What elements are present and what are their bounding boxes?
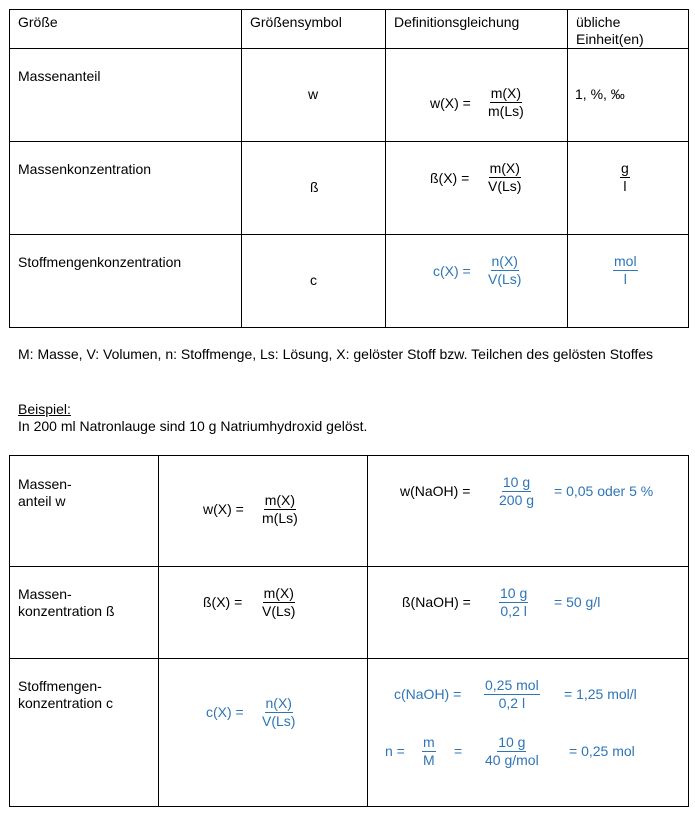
example-heading: Beispiel: <box>18 401 71 417</box>
row-massenanteil-symbol: w <box>242 49 386 142</box>
fraction: $\frac{m(X)}{m(Ls)}$ <box>262 492 298 526</box>
row-stoffmengenkonzentration-unit <box>568 235 689 328</box>
fraction: $\frac{n(X)}{V(Ls)}$ <box>262 695 296 729</box>
row-massenkonzentration-unit <box>568 142 689 235</box>
header-groessensymbol: Größensymbol <box>242 10 386 49</box>
example-massenanteil-name: Massen-anteil w <box>10 456 159 567</box>
header-einheit: übliche Einheit(en) <box>568 10 689 49</box>
fraction: $\frac{10 g}{0,2 l}$ <box>500 585 528 619</box>
unit-fraction: $\frac{g}{l}$ <box>621 160 629 194</box>
fraction: 10 g 40 g/mol <box>485 734 539 768</box>
row-massenkonzentration-equation: ß(X) = $\frac{m(X)}{V(Ls)}$ <box>386 142 568 235</box>
example-text: In 200 ml Natronlauge sind 10 g Natriumhydroxid gelöst. <box>18 418 368 434</box>
example-massenkonzentration-calc: ß(NaOH) = $\frac{10 g}{0,2 l}$ = 50 g/l <box>368 567 689 659</box>
fraction: $\frac{m(X)}{m(Ls)}$ <box>488 85 524 119</box>
fraction: $\frac{m(X)}{V(Ls)}$ <box>488 160 522 194</box>
example-massenanteil-equation: w(X) = $\frac{m(X)}{m(Ls)}$ <box>159 456 368 567</box>
example-massenkonzentration-name: Massen-konzentration ß <box>10 567 159 659</box>
example-stoffmengenkonzentration-calc: c(NaOH) = 0,25 mol 0,2 l = 1,25 mol/l n = $\frac{m}{M}$ = 10 g 40 g/mol = 0,25 mol <box>368 659 689 807</box>
example-stoffmengenkonzentration-equation: c(X) = $\frac{n(X)}{V(Ls)}$ <box>159 659 368 807</box>
row-stoffmengenkonzentration-name: Stoffmengenkonzentration <box>10 235 242 328</box>
fraction: 0,25 mol 0,2 l <box>485 677 539 711</box>
fraction: $\frac{n(X)}{V(Ls)}$ <box>488 253 522 287</box>
row-massenkonzentration-name: Massenkonzentration <box>10 142 242 235</box>
row-massenkonzentration-symbol: ß <box>242 142 386 235</box>
example-stoffmengenkonzentration-name: Stoffmengen-konzentration c <box>10 659 159 807</box>
fraction: $\frac{m}{M}$ <box>423 734 435 768</box>
example-massenkonzentration-equation: ß(X) = $\frac{m(X)}{V(Ls)}$ <box>159 567 368 659</box>
unit-fraction: mol l <box>614 253 637 287</box>
definitions-table <box>9 9 689 328</box>
header-definitionsgleichung: Definitionsgleichung <box>386 10 568 49</box>
example-massenanteil-calc: w(NaOH) = $\frac{10 g}{200 g}$ = 0,05 oder 5 % <box>368 456 689 567</box>
row-stoffmengenkonzentration-symbol: c <box>242 235 386 328</box>
fraction: $\frac{10 g}{200 g}$ <box>499 474 535 508</box>
header-groesse: Größe <box>10 10 242 49</box>
row-massenanteil-name: Massenanteil <box>10 49 242 142</box>
fraction: $\frac{m(X)}{V(Ls)}$ <box>262 585 296 619</box>
legend-text: M: Masse, V: Volumen, n: Stoffmenge, Ls: Lösung, X: gelöster Stoff bzw. Teilchen des gelösten Stoffes <box>18 346 654 362</box>
row-stoffmengenkonzentration-equation: c(X) = $\frac{n(X)}{V(Ls)}$ <box>386 235 568 328</box>
row-massenanteil-unit: 1, %, ‰ <box>568 49 689 142</box>
example-table <box>9 455 689 807</box>
row-massenanteil-equation: w(X) = $\frac{m(X)}{m(Ls)}$ <box>386 49 568 142</box>
